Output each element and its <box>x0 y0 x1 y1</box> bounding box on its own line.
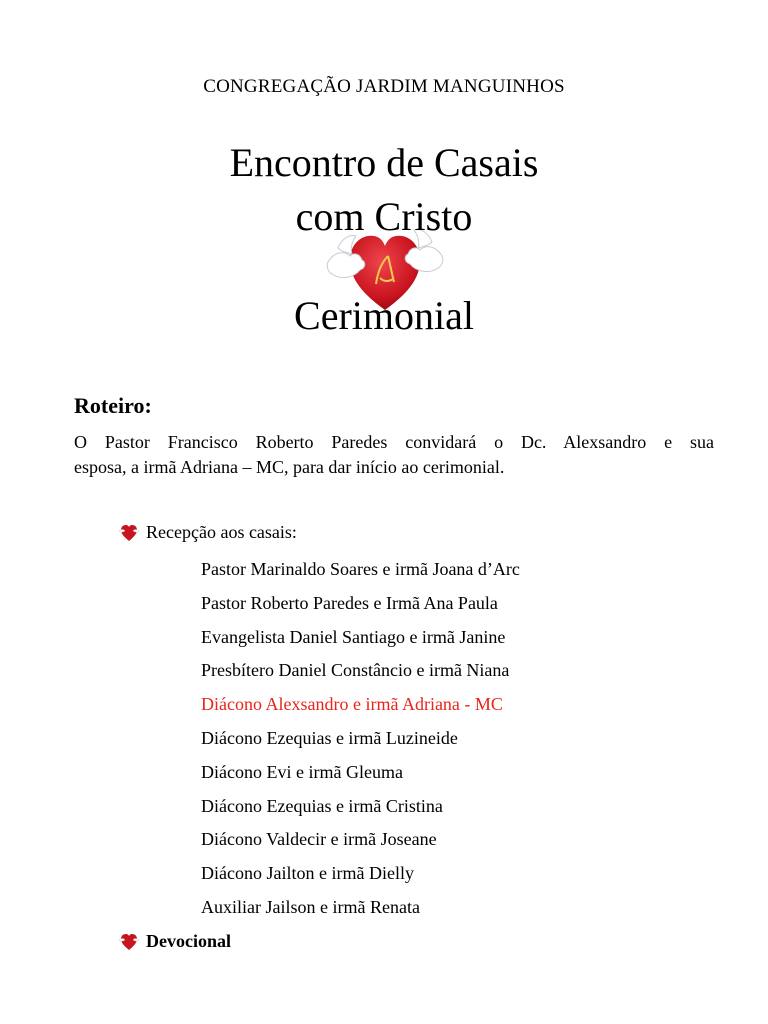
bullet-label: Recepção aos casais: <box>146 522 297 542</box>
list-item: Diácono Valdecir e irmã Joseane <box>201 829 437 850</box>
intro-line-1: O Pastor Francisco Roberto Paredes convidará o Dc. Alexsandro e sua <box>74 432 714 452</box>
bullet-reception <box>118 522 297 543</box>
page-subtitle: Cerimonial <box>294 293 474 338</box>
bullet-label: Devocional <box>146 931 231 951</box>
couples-list <box>201 558 520 930</box>
list-item: Pastor Marinaldo Soares e irmã Joana d’Arc <box>201 559 520 579</box>
congregation-name: CONGREGAÇÃO JARDIM MANGUINHOS <box>203 76 565 97</box>
section-heading: Roteiro: <box>74 393 152 418</box>
list-item: Auxiliar Jailson e irmã Renata <box>201 896 420 917</box>
list-item-highlighted: Diácono Alexsandro e irmã Adriana - MC <box>201 694 503 715</box>
intro-line-2: esposa, a irmã Adriana – MC, para dar início ao cerimonial. <box>74 457 505 477</box>
intro-paragraph <box>74 430 714 480</box>
list-item: Presbítero Daniel Constâncio e irmã Niana <box>201 660 510 681</box>
bullet-devotional <box>118 931 231 952</box>
list-item: Diácono Ezequias e irmã Cristina <box>201 795 443 816</box>
list-item: Evangelista Daniel Santiago e irmã Janine <box>201 626 506 647</box>
list-item: Diácono Jailton e irmã Dielly <box>201 863 414 884</box>
heart-bullet-icon <box>118 523 140 543</box>
list-item: Pastor Roberto Paredes e Irmã Ana Paula <box>201 592 498 613</box>
list-item: Diácono Ezequias e irmã Luzineide <box>201 727 458 748</box>
page-title-line1: Encontro de Casais <box>229 140 539 185</box>
heart-bullet-icon <box>118 932 140 952</box>
list-item: Diácono Evi e irmã Gleuma <box>201 761 403 782</box>
page-title-line2: com Cristo <box>295 194 473 239</box>
